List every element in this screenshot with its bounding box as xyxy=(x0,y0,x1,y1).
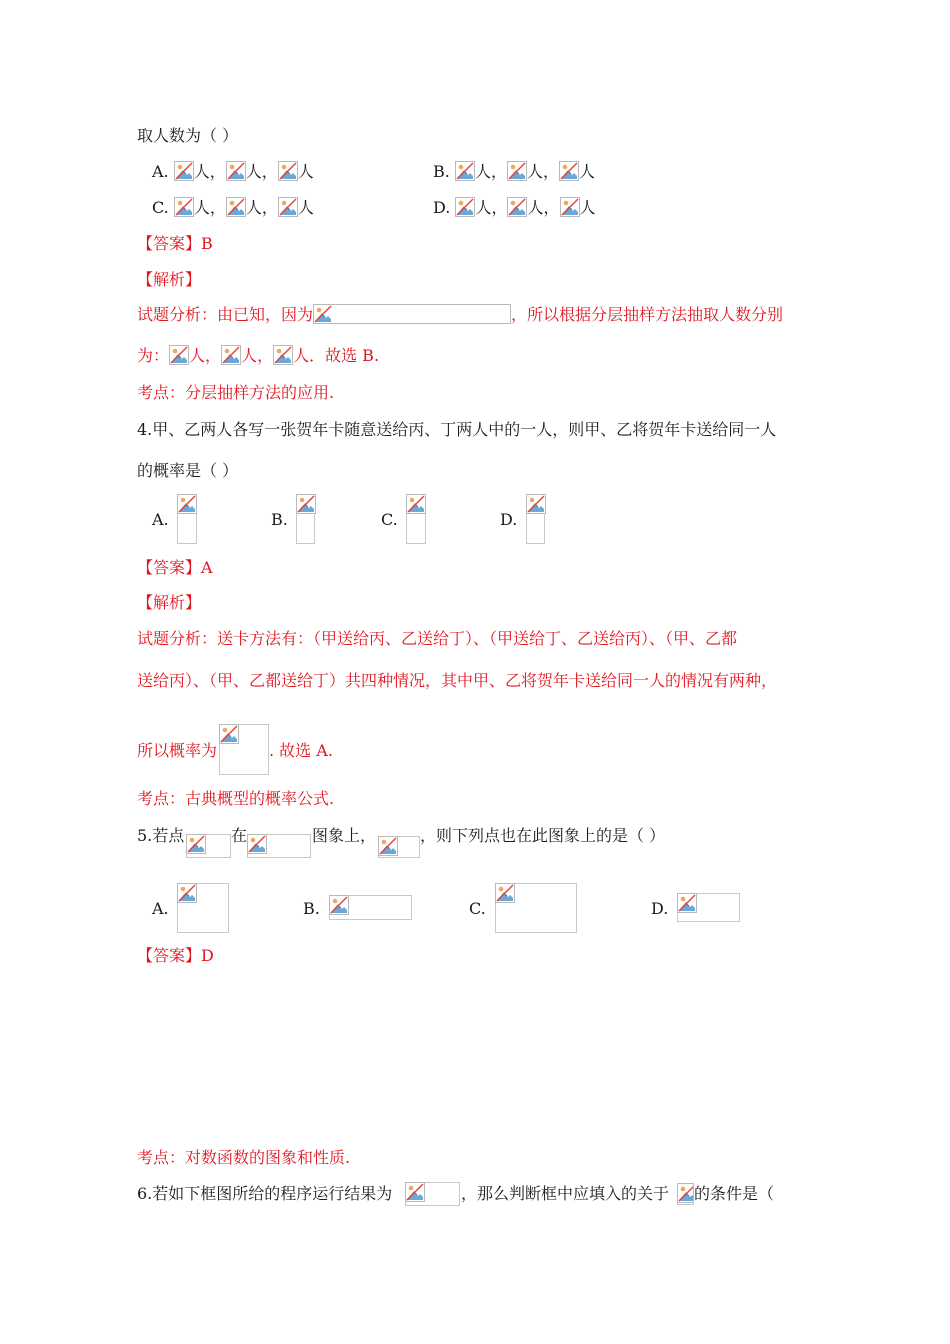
q5-option-d-image xyxy=(677,893,740,922)
unit-text: 人 xyxy=(245,198,262,217)
unit-text: 人 xyxy=(241,346,258,365)
q6-stem-image-1 xyxy=(405,1182,460,1206)
comma: ， xyxy=(205,346,222,365)
q6-stem-b: ，那么判断框中应填入的关于 xyxy=(461,1184,670,1203)
q6-stem-image-2 xyxy=(677,1183,694,1205)
broken-image-icon xyxy=(169,345,189,365)
q3-option-b xyxy=(433,161,595,183)
option-label: A. xyxy=(152,162,169,181)
broken-image-icon xyxy=(495,883,515,903)
broken-image-icon xyxy=(378,836,398,856)
broken-image-icon xyxy=(560,197,580,217)
q4-analysis-line2: 送给丙）、（甲、乙都送给丁）共四种情况，其中甲、乙将贺年卡送给同一人的情况有两种， xyxy=(137,671,778,690)
broken-image-icon xyxy=(296,494,316,514)
q5-answer xyxy=(137,945,214,967)
q5-option-a-label: A. xyxy=(152,899,169,918)
option-label: D. xyxy=(433,198,451,217)
broken-image-icon xyxy=(177,494,197,514)
broken-image-icon xyxy=(677,893,697,913)
q6-stem-a: 6.若如下框图所给的程序运行结果为 xyxy=(137,1184,393,1203)
broken-image-icon xyxy=(186,834,206,854)
comma: ， xyxy=(491,198,508,217)
q4-option-c-label: C. xyxy=(381,510,398,529)
answer-label: 【答案】 xyxy=(137,234,202,253)
q3-answer xyxy=(137,233,213,255)
q5-option-b-image xyxy=(329,895,412,920)
q4-analysis-image xyxy=(219,724,269,775)
q4-analysis-line3b: . 故选 A. xyxy=(269,741,333,760)
q3-analysis-line2 xyxy=(137,345,379,367)
answer-value: D xyxy=(201,946,214,965)
q5-stem-b: 在 xyxy=(231,826,248,845)
comma: ， xyxy=(261,162,278,181)
unit-text: 人 xyxy=(579,162,596,181)
q5-option-c-image xyxy=(495,883,577,933)
comma: ， xyxy=(257,346,274,365)
q3-analysis-label: 【解析】 xyxy=(137,270,202,289)
q5-stem-image-2 xyxy=(247,834,311,858)
broken-image-icon xyxy=(455,161,475,181)
answer-label: 【答案】 xyxy=(137,946,202,965)
unit-text: 人 xyxy=(193,162,210,181)
broken-image-icon xyxy=(329,895,349,915)
q4-option-d-label: D. xyxy=(500,510,518,529)
comma: ， xyxy=(209,162,226,181)
unit-text: 人 xyxy=(293,346,310,365)
answer-label: 【答案】 xyxy=(137,558,202,577)
broken-image-icon xyxy=(221,345,241,365)
q4-analysis-label: 【解析】 xyxy=(137,593,202,612)
q4-kaodian: 考点：古典概型的概率公式. xyxy=(137,789,335,808)
comma: ， xyxy=(543,198,560,217)
unit-text: 人 xyxy=(526,162,543,181)
q5-kaodian: 考点：对数函数的图象和性质. xyxy=(137,1148,351,1167)
option-label: C. xyxy=(152,198,169,217)
q5-stem-image-3 xyxy=(378,836,420,858)
broken-image-icon xyxy=(313,304,511,324)
broken-image-icon xyxy=(247,834,267,854)
q4-stem-line2: 的概率是（ ） xyxy=(137,461,239,480)
q4-option-b-label: B. xyxy=(271,510,288,529)
broken-image-icon xyxy=(273,345,293,365)
broken-image-icon xyxy=(278,161,298,181)
q4-analysis-line1: 试题分析：送卡方法有：（甲送给丙、乙送给丁）、（甲送给丁、乙送给丙）、（甲、乙都 xyxy=(137,629,738,648)
q3-stem-end: 取人数为（ ） xyxy=(137,126,239,145)
comma: ， xyxy=(261,198,278,217)
unit-text: 人 xyxy=(297,162,314,181)
q5-stem-c: 图象上， xyxy=(312,826,377,845)
q5-option-c-label: C. xyxy=(469,899,486,918)
q4-answer xyxy=(137,557,213,579)
q5-stem-image-1 xyxy=(186,834,231,858)
q5-option-a-image xyxy=(177,883,229,933)
q4-analysis-line3a: 所以概率为 xyxy=(137,741,218,760)
comma: ， xyxy=(209,198,226,217)
q4-option-d-image xyxy=(526,494,545,544)
comma: ， xyxy=(490,162,507,181)
q4-option-b-image xyxy=(296,494,315,544)
broken-image-icon xyxy=(526,494,546,514)
broken-image-icon xyxy=(507,161,527,181)
analysis-text: 为： xyxy=(137,346,170,365)
unit-text: 人 xyxy=(189,346,206,365)
unit-text: 人 xyxy=(297,198,314,217)
broken-image-icon xyxy=(174,197,194,217)
q3-analysis-line1 xyxy=(137,304,783,326)
unit-text: 人 xyxy=(245,162,262,181)
q3-option-a xyxy=(152,161,314,183)
q4-option-c-image xyxy=(406,494,426,544)
broken-image-icon xyxy=(278,197,298,217)
broken-image-icon xyxy=(219,724,239,744)
broken-image-icon xyxy=(177,883,197,903)
q4-stem-line1: 4.甲、乙两人各写一张贺年卡随意送给丙、丁两人中的一人，则甲、乙将贺年卡送给同一人 xyxy=(137,420,777,439)
q6-stem-c: 的条件是（ xyxy=(694,1184,775,1203)
broken-image-icon xyxy=(507,197,527,217)
unit-text: 人 xyxy=(475,198,492,217)
q3-kaodian: 考点：分层抽样方法的应用. xyxy=(137,383,335,402)
q5-option-b-label: B. xyxy=(303,899,320,918)
unit-text: 人 xyxy=(527,198,544,217)
analysis-text: ．故选 B. xyxy=(309,346,380,365)
q5-stem-a: 5.若点 xyxy=(137,826,185,845)
answer-value: B xyxy=(201,234,213,253)
broken-image-icon xyxy=(405,1182,425,1202)
broken-image-icon xyxy=(559,161,579,181)
q5-stem-d: ，则下列点也在此图象上的是（ ） xyxy=(420,826,666,845)
broken-image-icon xyxy=(406,494,426,514)
broken-image-icon xyxy=(226,197,246,217)
answer-value: A xyxy=(201,558,213,577)
unit-text: 人 xyxy=(579,198,596,217)
q3-option-c xyxy=(152,197,314,219)
q4-option-a-image xyxy=(177,494,197,544)
q4-option-a-label: A. xyxy=(152,510,169,529)
broken-image-icon xyxy=(174,161,194,181)
broken-image-icon xyxy=(455,197,475,217)
broken-image-icon xyxy=(677,1183,694,1203)
q5-option-d-label: D. xyxy=(651,899,669,918)
unit-text: 人 xyxy=(193,198,210,217)
comma: ， xyxy=(542,162,559,181)
analysis-text: ，所以根据分层抽样方法抽取人数分别 xyxy=(511,305,784,324)
analysis-text: 试题分析：由已知，因为 xyxy=(137,305,314,324)
unit-text: 人 xyxy=(474,162,491,181)
q3-option-d xyxy=(433,197,596,219)
option-label: B. xyxy=(433,162,450,181)
broken-image-icon xyxy=(226,161,246,181)
